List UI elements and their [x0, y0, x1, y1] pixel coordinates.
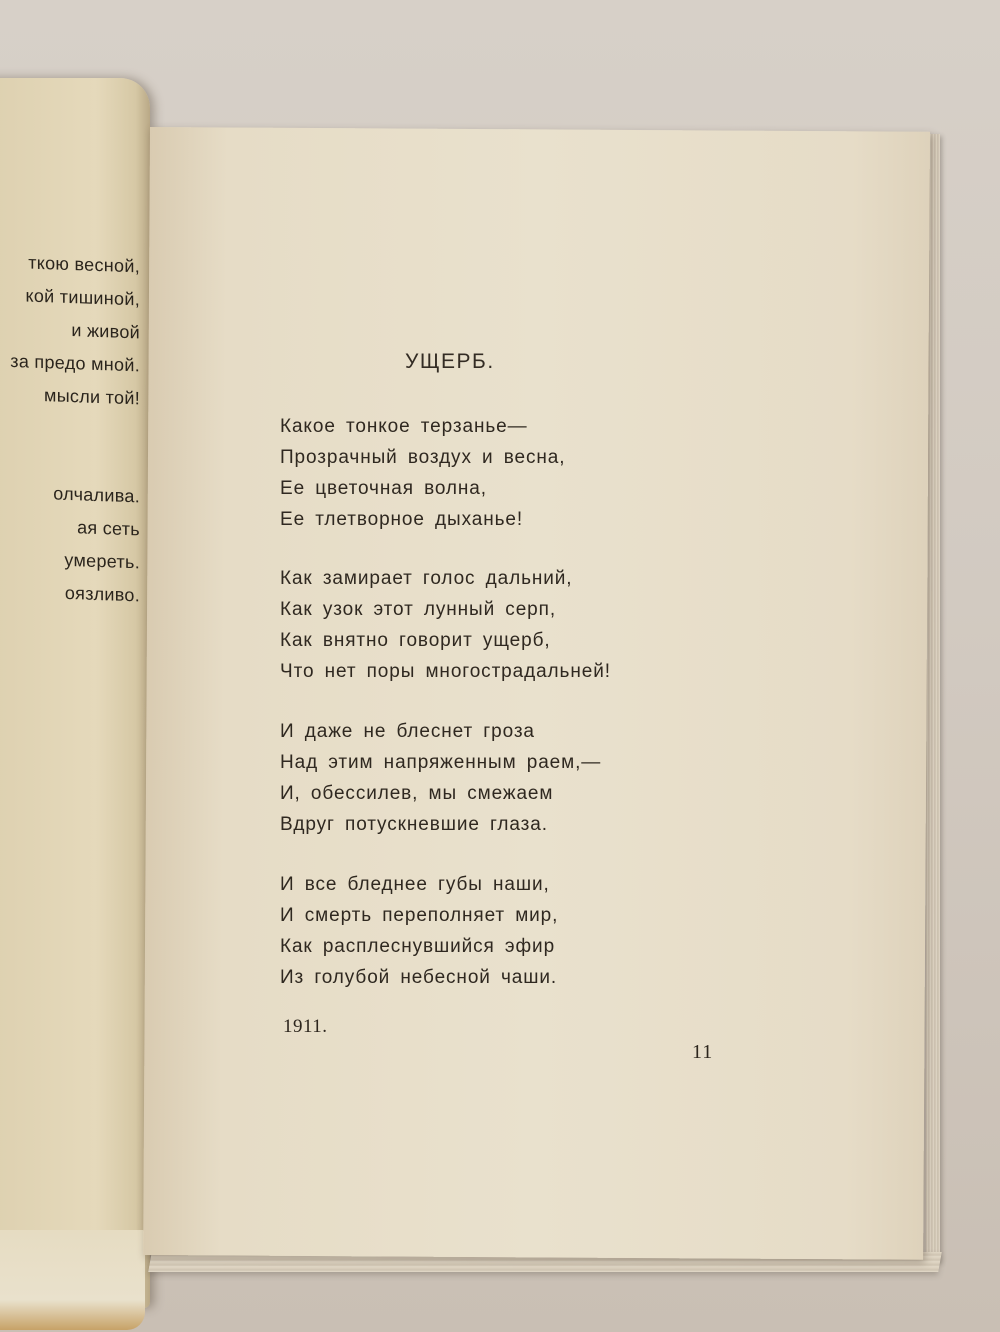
poem-line: Как узок этот лунный серп,: [280, 599, 556, 620]
poem-line: Над этим напряженным раем,—: [280, 752, 602, 773]
left-page-line: за предо мной.: [10, 350, 140, 376]
poem-line: Как замирает голос дальний,: [280, 568, 573, 589]
left-page-line: кой тишиной,: [25, 285, 140, 310]
poem-stanza: [280, 411, 565, 535]
right-page: [143, 127, 930, 1260]
poem-line: И даже не блеснет гроза: [280, 721, 535, 742]
poem-line: Что нет поры многострадальней!: [280, 661, 611, 682]
poem-stanza: [280, 563, 611, 687]
left-page-line: олчалива.: [53, 483, 140, 507]
page-number: 11: [692, 1041, 714, 1063]
left-page-line: ткою весной,: [28, 252, 140, 277]
left-page-line: оязливо.: [64, 582, 140, 606]
left-page-line: и живой: [71, 320, 140, 343]
poem-stanza: [280, 869, 558, 993]
left-page-text: [0, 248, 140, 610]
left-page-line: ая сеть: [77, 517, 140, 540]
poem-year: 1911.: [283, 1016, 328, 1037]
poem-title: УЩЕРБ.: [405, 350, 495, 373]
poem-line: Из голубой небесной чаши.: [280, 967, 558, 988]
left-page-edge: [0, 1230, 145, 1330]
poem-line: И смерть переполняет мир,: [280, 905, 559, 926]
poem-line: И, обессилев, мы смежаем: [280, 783, 554, 804]
poem-line: И все бледнее губы наши,: [280, 874, 550, 895]
poem-line: Как расплеснувшийся эфир: [280, 936, 556, 957]
poem-line: Как внятно говорит ущерб,: [280, 630, 551, 651]
poem-line: Ее тлетворное дыханье!: [280, 509, 524, 530]
poem-line: Какое тонкое терзанье—: [280, 416, 528, 437]
left-page-line: мысли той!: [44, 385, 140, 409]
poem-line: Ее цветочная волна,: [280, 478, 487, 499]
poem-stanza: [280, 716, 601, 840]
poem-line: Вдруг потускневшие глаза.: [280, 814, 548, 835]
poem-line: Прозрачный воздух и весна,: [280, 447, 566, 468]
left-page-line: умереть.: [64, 549, 140, 573]
